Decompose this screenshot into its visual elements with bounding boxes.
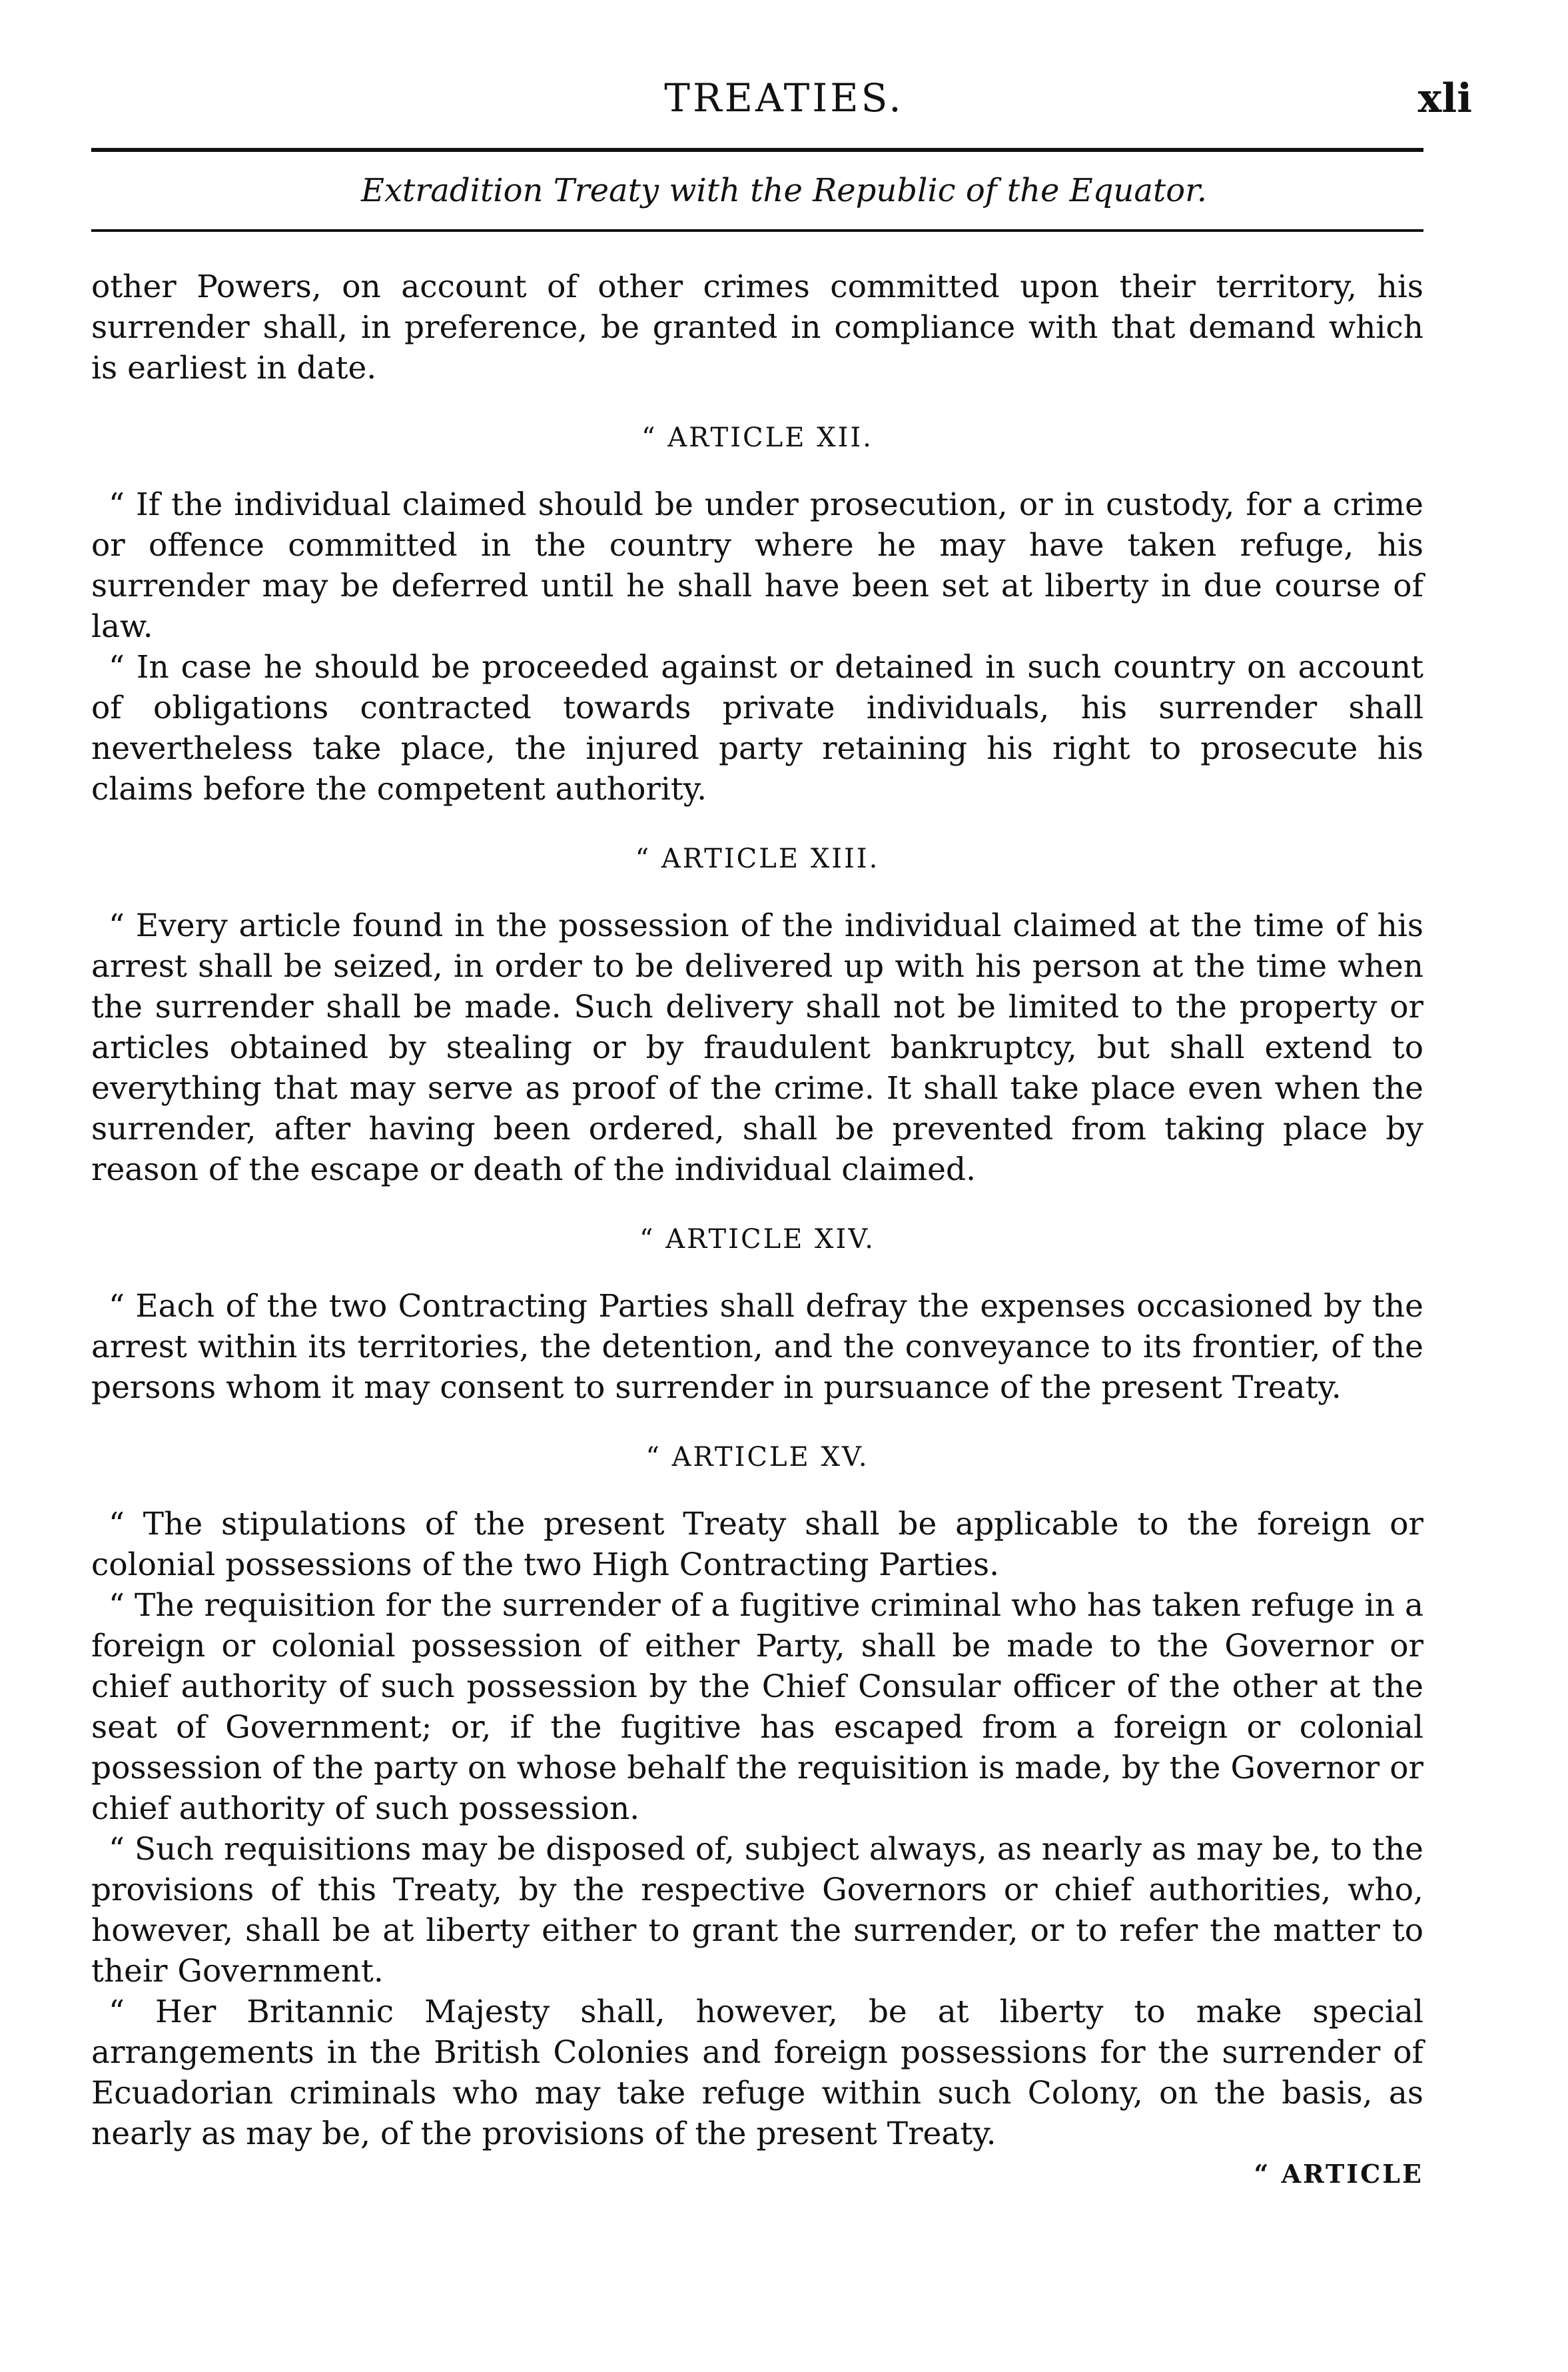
paragraph-continuation: other Powers, on account of other crimes committed upon their territory, his surrender shall, in preference, be granted in compliance with that demand which is earliest in date.: [91, 269, 1423, 386]
article-heading-xiv: “ ARTICLE XIV.: [639, 1224, 875, 1255]
page-number: xli: [1417, 75, 1472, 122]
article-heading-xiii: “ ARTICLE XIII.: [635, 844, 880, 874]
article-heading-xii: “ ARTICLE XII.: [641, 422, 873, 453]
article-heading-xv: “ ARTICLE XV.: [645, 1442, 869, 1473]
section-subtitle: Extradition Treaty with the Republic of the Equator.: [360, 172, 1208, 209]
paragraph-xii-2: “ In case he should be proceeded against or detained in such country on account of obligations contracted towards private individuals, his surrender shall nevertheless take place, the injured party retaining his right to prosecute his claims before the competent authority.: [91, 649, 1423, 808]
catchword: “ ARTICLE: [1254, 2159, 1423, 2189]
body-text: [91, 267, 1423, 2194]
paragraph-xv-1: “ The stipulations of the present Treaty shall be applicable to the foreign or colonial possessions of the two High Contracting Parties.: [91, 1506, 1423, 1583]
running-title: TREATIES.: [664, 75, 904, 121]
paragraph-xiii-1: “ Every article found in the possession of the individual claimed at the time of his arrest shall be seized, in order to be delivered up with his person at the time when the surrender shall be made. Such delivery shall not be limited to the property or articles obtained by stealing or by fraudulent bankruptcy, but shall extend to everything that may serve as proof of the crime. It shall take place even when the surrender, after having been ordered, shall be prevented from taking place by reason of the escape or death of the individual claimed.: [91, 907, 1423, 1188]
paragraph-xv-2: “ The requisition for the surrender of a fugitive criminal who has taken refuge in a foreign or colonial possession of either Party, shall be made to the Governor or chief authority of such possession by the Chief Consular officer of the other at the seat of Government; or, if the fugitive has escaped from a foreign or colonial possession of the party on whose behalf the requisition is made, by the Governor or chief authority of such possession.: [91, 1587, 1423, 1827]
paragraph-xiv-1: “ Each of the two Contracting Parties shall defray the expenses occasioned by the arrest within its territories, the detention, and the conveyance to its frontier, of the persons whom it may consent to surrender in pursuance of the present Treaty.: [91, 1288, 1423, 1406]
header-rule-top: [91, 148, 1423, 152]
paragraph-xii-1: “ If the individual claimed should be under prosecution, or in custody, for a crime or offence committed in the country where he may have taken refuge, his surrender may be deferred until he shall have been set at liberty in due course of law.: [91, 486, 1423, 645]
paragraph-xv-4: “ Her Britannic Majesty shall, however, be at liberty to make special arrangements in the British Colonies and foreign possessions for the surrender of Ecuadorian criminals who may take refuge within such Colony, on the basis, as nearly as may be, of the provisions of the present Treaty.: [91, 1994, 1423, 2152]
paragraph-xv-3: “ Such requisitions may be disposed of, subject always, as nearly as may be, to the provisions of this Treaty, by the respective Governors or chief authorities, who, however, shall be at liberty either to grant the surrender, or to refer the matter to their Government.: [91, 1831, 1423, 1990]
header-rule-bottom: [91, 229, 1423, 232]
